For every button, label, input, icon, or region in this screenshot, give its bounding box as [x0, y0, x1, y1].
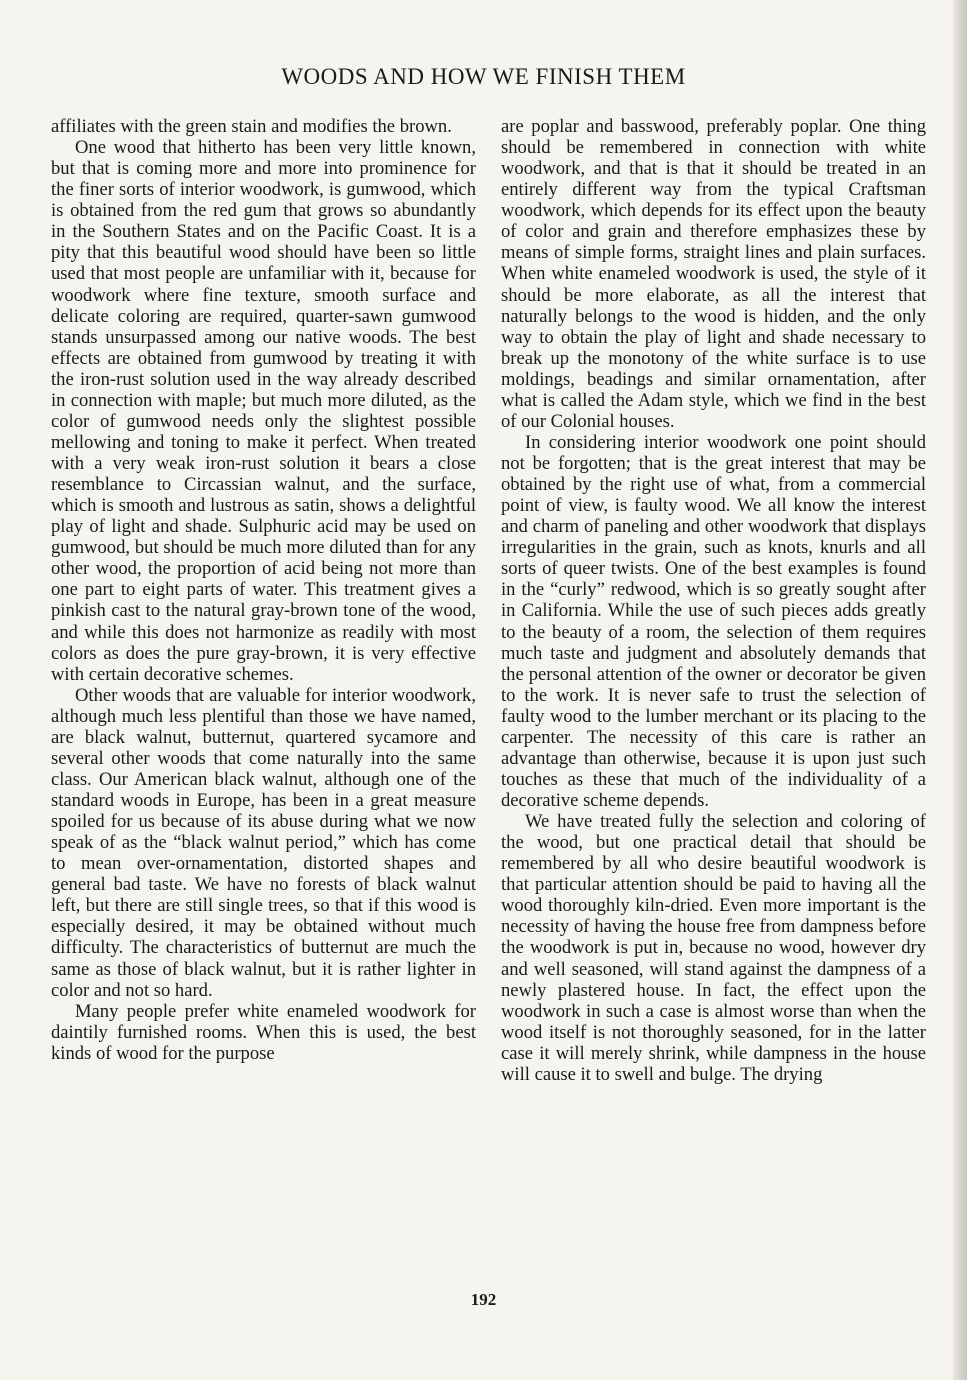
left-column [51, 116, 476, 1064]
page-edge-shadow [953, 0, 967, 1380]
paragraph-faulty-wood: In considering interior woodwork one point should not be forgotten; that is the great interest that may be obtained by the right use of what, from a commercial point of view, is faulty wood. We all know the interest and charm of paneling and other woodwork that displays irregularities in the grain, such as knots, knurls and all sorts of queer twists. One of the best examples is found in the “curly” redwood, which is so greatly sought after in California. While the use of such pieces adds greatly to the beauty of a room, the selection of them requires much taste and judgment and absolutely demands that the personal attention of the owner or decorator be given to the work. It is never safe to trust the selection of faulty wood to the lumber merchant or its placing to the carpenter. The necessity of this care is rather an advantage than otherwise, because it is upon just such touches as these that much of the individuality of a decorative scheme depends. [501, 431, 926, 811]
running-header: WOODS AND HOW WE FINISH THEM [281, 64, 686, 89]
paragraph-white-enamel: Many people prefer white enameled woodwork for daintily furnished rooms. When this is used, the best kinds of wood for the purpose [51, 1000, 476, 1064]
right-column [501, 116, 926, 1085]
paragraph-other-woods: Other woods that are valuable for interior woodwork, although much less plentiful than those we have named, are black walnut, butternut, quartered sycamore and several other woods that come naturally into the same class. Our American black walnut, although one of the standard woods in Europe, has been in a great measure spoiled for us because of its abuse during what we now speak of as the “black walnut period,” which has come to mean over-ornamentation, distorted shapes and general bad taste. We have no forests of black walnut left, but there are still single trees, so that if this wood is especially desired, it may be obtained without much difficulty. The characteristics of butternut are much the same as those of black walnut, but it is rather lighter in color and not so hard. [51, 684, 476, 1001]
paragraph-poplar-basswood: are poplar and basswood, preferably poplar. One thing should be remembered in connection with white woodwork, and that is that it should be treated in an entirely different way from the typical Craftsman woodwork, which depends for its effect upon the beauty of color and grain and therefore emphasizes these by means of simple forms, straight lines and plain surfaces. When white enameled woodwork is used, the style of it should be more elaborate, as all the interest that naturally belongs to the wood is hidden, and the only way to obtain the play of light and shade necessary to break up the monotony of the white surface is to use moldings, beadings and similar ornamentation, after what is called the Adam style, which we find in the best of our Colonial houses. [501, 116, 926, 432]
page-number: 192 [470, 1290, 497, 1309]
paragraph-kiln-dried: We have treated fully the selection and coloring of the wood, but one practical detail that should be remembered by all who desire beautiful woodwork is that particular attention should be paid to having all the wood thoroughly kiln-dried. Even more important is the necessity of having the house free from dampness before the woodwork is put in, because no wood, however dry and well seasoned, will stand against the dampness of a newly plastered house. In fact, the effect upon the woodwork in such a case is almost worse than when the wood itself is not thoroughly seasoned, for in the latter case it will merely shrink, while dampness in the house will cause it to swell and bulge. The drying [501, 811, 926, 1085]
paragraph-continued: affiliates with the green stain and modifies the brown. [51, 116, 452, 137]
paragraph-gumwood: One wood that hitherto has been very little known, but that is coming more and more into prominence for the finer sorts of interior woodwork, is gumwood, which is obtained from the red gum that grows so abundantly in the Southern States and on the Pacific Coast. It is a pity that this beautiful wood should have been so little used that most people are unfamiliar with it, because for woodwork where fine texture, smooth surface and delicate coloring are required, quarter-sawn gumwood stands unsurpassed among our native woods. The best effects are obtained from gumwood by treating it with the iron-rust solution used in the way already described in connection with maple; but much more diluted, as the color of gumwood needs only the slightest possible mellowing and toning to make it perfect. When treated with a very weak iron-rust solution it bears a close resemblance to Circassian walnut, and the surface, which is smooth and lustrous as satin, shows a delightful play of light and shade. Sulphuric acid may be used on gumwood, but should be much more diluted than for any other wood, the proportion of acid being not more than one part to eight parts of water. This treatment gives a pinkish cast to the natural gray-brown tone of the wood, and while this does not harmonize as readily with most colors as does the pure gray-brown, it is very effective with certain decorative schemes. [51, 137, 476, 685]
